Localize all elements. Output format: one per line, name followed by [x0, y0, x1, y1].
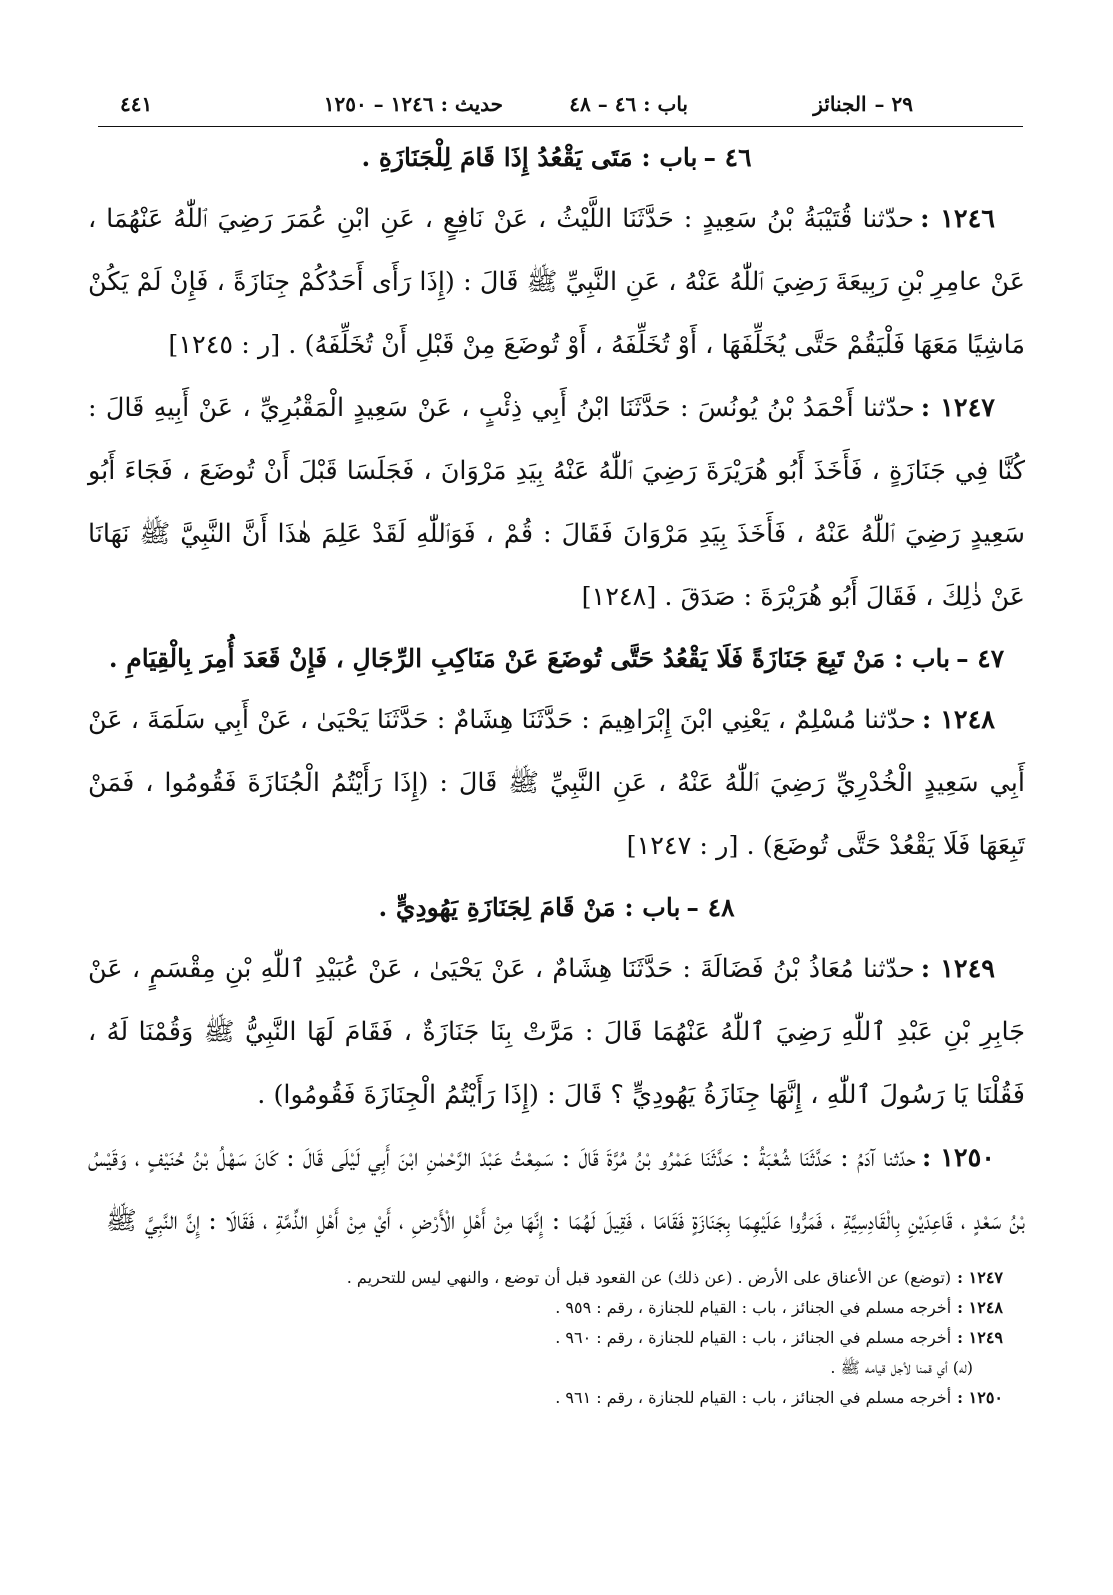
footnote-number: ١٢٥٠ :	[957, 1388, 1003, 1407]
bab-heading	[88, 629, 1025, 689]
footnote-continuation	[80, 1353, 1003, 1383]
footnote-text: أخرجه مسلم في الجنائز ، باب : القيام للجنازة ، رقم : ٩٥٩ .	[555, 1298, 952, 1317]
bab-heading	[88, 128, 1025, 188]
hadith-text: حدّثنا مُعَاذُ بْنُ فَضَالَةَ : حَدَّثَنَا هِشَامٌ ، عَنْ يَحْيَىٰ ، عَنْ عُبَيْدِ ٱللّٰهِ بْنِ مِقْسَمٍ ، عَنْ جَابِرِ بْنِ عَبْدِ ٱللّٰهِ رَضِيَ ٱللّٰهُ عَنْهُمَا قَالَ : مَرَّتْ بِنَا جَنَازَةٌ ، فَقَامَ لَهَا النَّبِيُّ ﷺ وَقُمْنَا لَهُ ، فَقُلْنَا يَا رَسُولَ ٱللّٰهِ ، إِنَّهَا جِنَازَةُ يَهُودِيٍّ ؟ قَالَ : (إِذَا رَأَيْتُمُ الْجِنَازَةَ فَقُومُوا) .	[88, 954, 1025, 1110]
footnote-number: ١٢٤٨ :	[957, 1298, 1003, 1317]
footnote-number: ١٢٤٧ :	[957, 1268, 1003, 1287]
bab-number: ٤٧ –	[956, 644, 1005, 673]
hadith-number: ١٢٤٩ :	[920, 954, 995, 984]
running-head	[80, 70, 1033, 128]
chapter-number: ٢٩ –	[874, 92, 913, 116]
hadith-paragraph	[88, 689, 1025, 878]
hadith-text: حدّثنا مُسْلِمٌ ، يَعْنِي ابْنَ إِبْرَاهِيمَ : حَدَّثَنَا هِشَامٌ : حَدَّثَنَا يَحْيَىٰ ، عَنْ أَبِي سَلَمَةَ ، عَنْ أَبِي سَعِيدٍ الْخُدْرِيِّ رَضِيَ ٱللّٰهُ عَنْهُ ، عَنِ النَّبِيِّ ﷺ قَالَ : (إِذَا رَأَيْتُمُ الْجُنَازَةَ فَقُومُوا ، فَمَنْ تَبِعَهَا فَلَا يَقْعُدْ حَتَّى تُوضَعَ) . [ر : ١٢٤٧]	[88, 705, 1025, 861]
bab-title: باب : مَنْ قَامَ لِجَنَازَةِ يَهُودِيٍّ .	[378, 893, 681, 922]
header-rule	[98, 126, 1023, 127]
bab-number: ٤٨ –	[686, 893, 735, 922]
book-page	[80, 70, 1033, 1550]
hadith-paragraph	[88, 188, 1025, 377]
bab-title: باب : مَتَى يَقْعُدُ إِذَا قَامَ لِلْجَنَازَةِ .	[361, 143, 698, 172]
hadith-paragraph	[88, 938, 1025, 1127]
footnote-text: (له) أي قمنا لأجل قيامه ﷺ .	[830, 1358, 973, 1377]
footnote-text: أخرجه مسلم في الجنائز ، باب : القيام للجنازة ، رقم : ٩٦١ .	[555, 1388, 952, 1407]
chapter-label	[813, 92, 913, 116]
footnote-number: ١٢٤٩ :	[957, 1328, 1003, 1347]
bab-number: ٤٦ –	[703, 143, 752, 172]
footnote	[80, 1263, 1003, 1293]
footnote-text: (توضع) عن الأعناق على الأرض . (عن ذلك) عن القعود قبل أن توضع ، والنهي ليس للتحريم .	[346, 1268, 952, 1287]
footnote	[80, 1323, 1003, 1353]
hadith-number: ١٢٤٦ :	[920, 204, 995, 234]
hadith-text: حدّثنا آدَمُ : حَدَّثَنَا شُعْبَةُ : حَدَّثَنَا عَمْرُو بْنُ مُرَّةَ قَالَ : سَمِعْتُ عَبْدَ الرَّحْمٰنِ ابْنَ أَبِي لَيْلَى قَالَ : كَانَ سَهْلُ بْنُ حُنَيْفٍ ، وَقَيْسُ بْنُ سَعْدٍ ، قَاعِدَيْنِ بِالْقَادِسِيَّةِ ، فَمَرُّوا عَلَيْهِمَا بِجَنَازَةٍ فَقَامَا ، فَقِيلَ لَهُمَا : إِنَّهَا مِنْ أَهْلِ الْأَرْضِ ، أَيْ مِنْ أَهْلِ الذِّمَّةِ ، فَقَالَا : إِنَّ النَّبِيَّ ﷺ	[88, 1143, 1025, 1236]
bab-title: باب : مَنْ تَبِعَ جَنَازَةً فَلَا يَقْعُدُ حَتَّى تُوضَعَ عَنْ مَنَاكِبِ الرِّجَالِ ، فَإِنْ قَعَدَ أُمِرَ بِالْقِيَامِ .	[108, 644, 951, 673]
hadith-text: حدّثنا قُتَيْبَةُ بْنُ سَعِيدٍ : حَدَّثَنَا اللَّيْثُ ، عَنْ نَافِعٍ ، عَنِ ابْنِ عُمَرَ رَضِيَ ٱللّٰهُ عَنْهُمَا ، عَنْ عامِرِ بْنِ رَبِيعَةَ رَضِيَ ٱللّٰهُ عَنْهُ ، عَنِ النَّبِيِّ ﷺ قَالَ : (إِذَا رَأَى أَحَدُكُمْ جِنَازَةً ، فَإِنْ لَمْ يَكُنْ مَاشِيًا مَعَهَا فَلْيَقُمْ حَتَّى يُخَلِّفَهَا ، أَوْ تُخَلِّفَهُ ، أَوْ تُوضَعَ مِنْ قَبْلِ أَنْ تُخَلِّفَهُ) . [ر : ١٢٤٥]	[88, 204, 1025, 360]
main-text	[80, 128, 1033, 1253]
footnote-text: أخرجه مسلم في الجنائز ، باب : القيام للجنازة ، رقم : ٩٦٠ .	[555, 1328, 952, 1347]
bab-heading	[88, 878, 1025, 938]
hadith-paragraph	[88, 377, 1025, 629]
hadith-range: حديث : ١٢٤٦ – ١٢٥٠	[323, 92, 503, 116]
chapter-title: الجنائز	[813, 92, 867, 116]
hadith-number: ١٢٥٠ :	[921, 1143, 996, 1173]
hadith-number: ١٢٤٨ :	[921, 705, 996, 735]
page-number: ٤٤١	[120, 92, 153, 116]
hadith-number: ١٢٤٧ :	[920, 393, 995, 423]
bab-range: باب : ٤٦ – ٤٨	[569, 92, 688, 116]
hadith-text: حدّثنا أَحْمَدُ بْنُ يُونُسَ : حَدَّثَنَا ابْنُ أَبِي ذِئْبٍ ، عَنْ سَعِيدٍ الْمَقْبُرِيِّ ، عَنْ أَبِيهِ قَالَ : كُنَّا فِي جَنَازَةٍ ، فَأَخَذَ أَبُو هُرَيْرَةَ رَضِيَ ٱللّٰهُ عَنْهُ بِيَدِ مَرْوَانَ ، فَجَلَسَا قَبْلَ أَنْ تُوضَعَ ، فَجَاءَ أَبُو سَعِيدٍ رَضِيَ ٱللّٰهُ عَنْهُ ، فَأَخَذَ بِيَدِ مَرْوَانَ فَقَالَ : قُمْ ، فَوَٱللّٰهِ لَقَدْ عَلِمَ هٰذَا أَنَّ النَّبِيَّ ﷺ نَهَانَا عَنْ ذٰلِكَ ، فَقَالَ أَبُو هُرَيْرَةَ : صَدَقَ . [١٢٤٨]	[88, 393, 1025, 612]
footnote	[80, 1383, 1003, 1413]
footnotes	[80, 1263, 1033, 1413]
hadith-paragraph	[88, 1127, 1025, 1253]
footnote	[80, 1293, 1003, 1323]
